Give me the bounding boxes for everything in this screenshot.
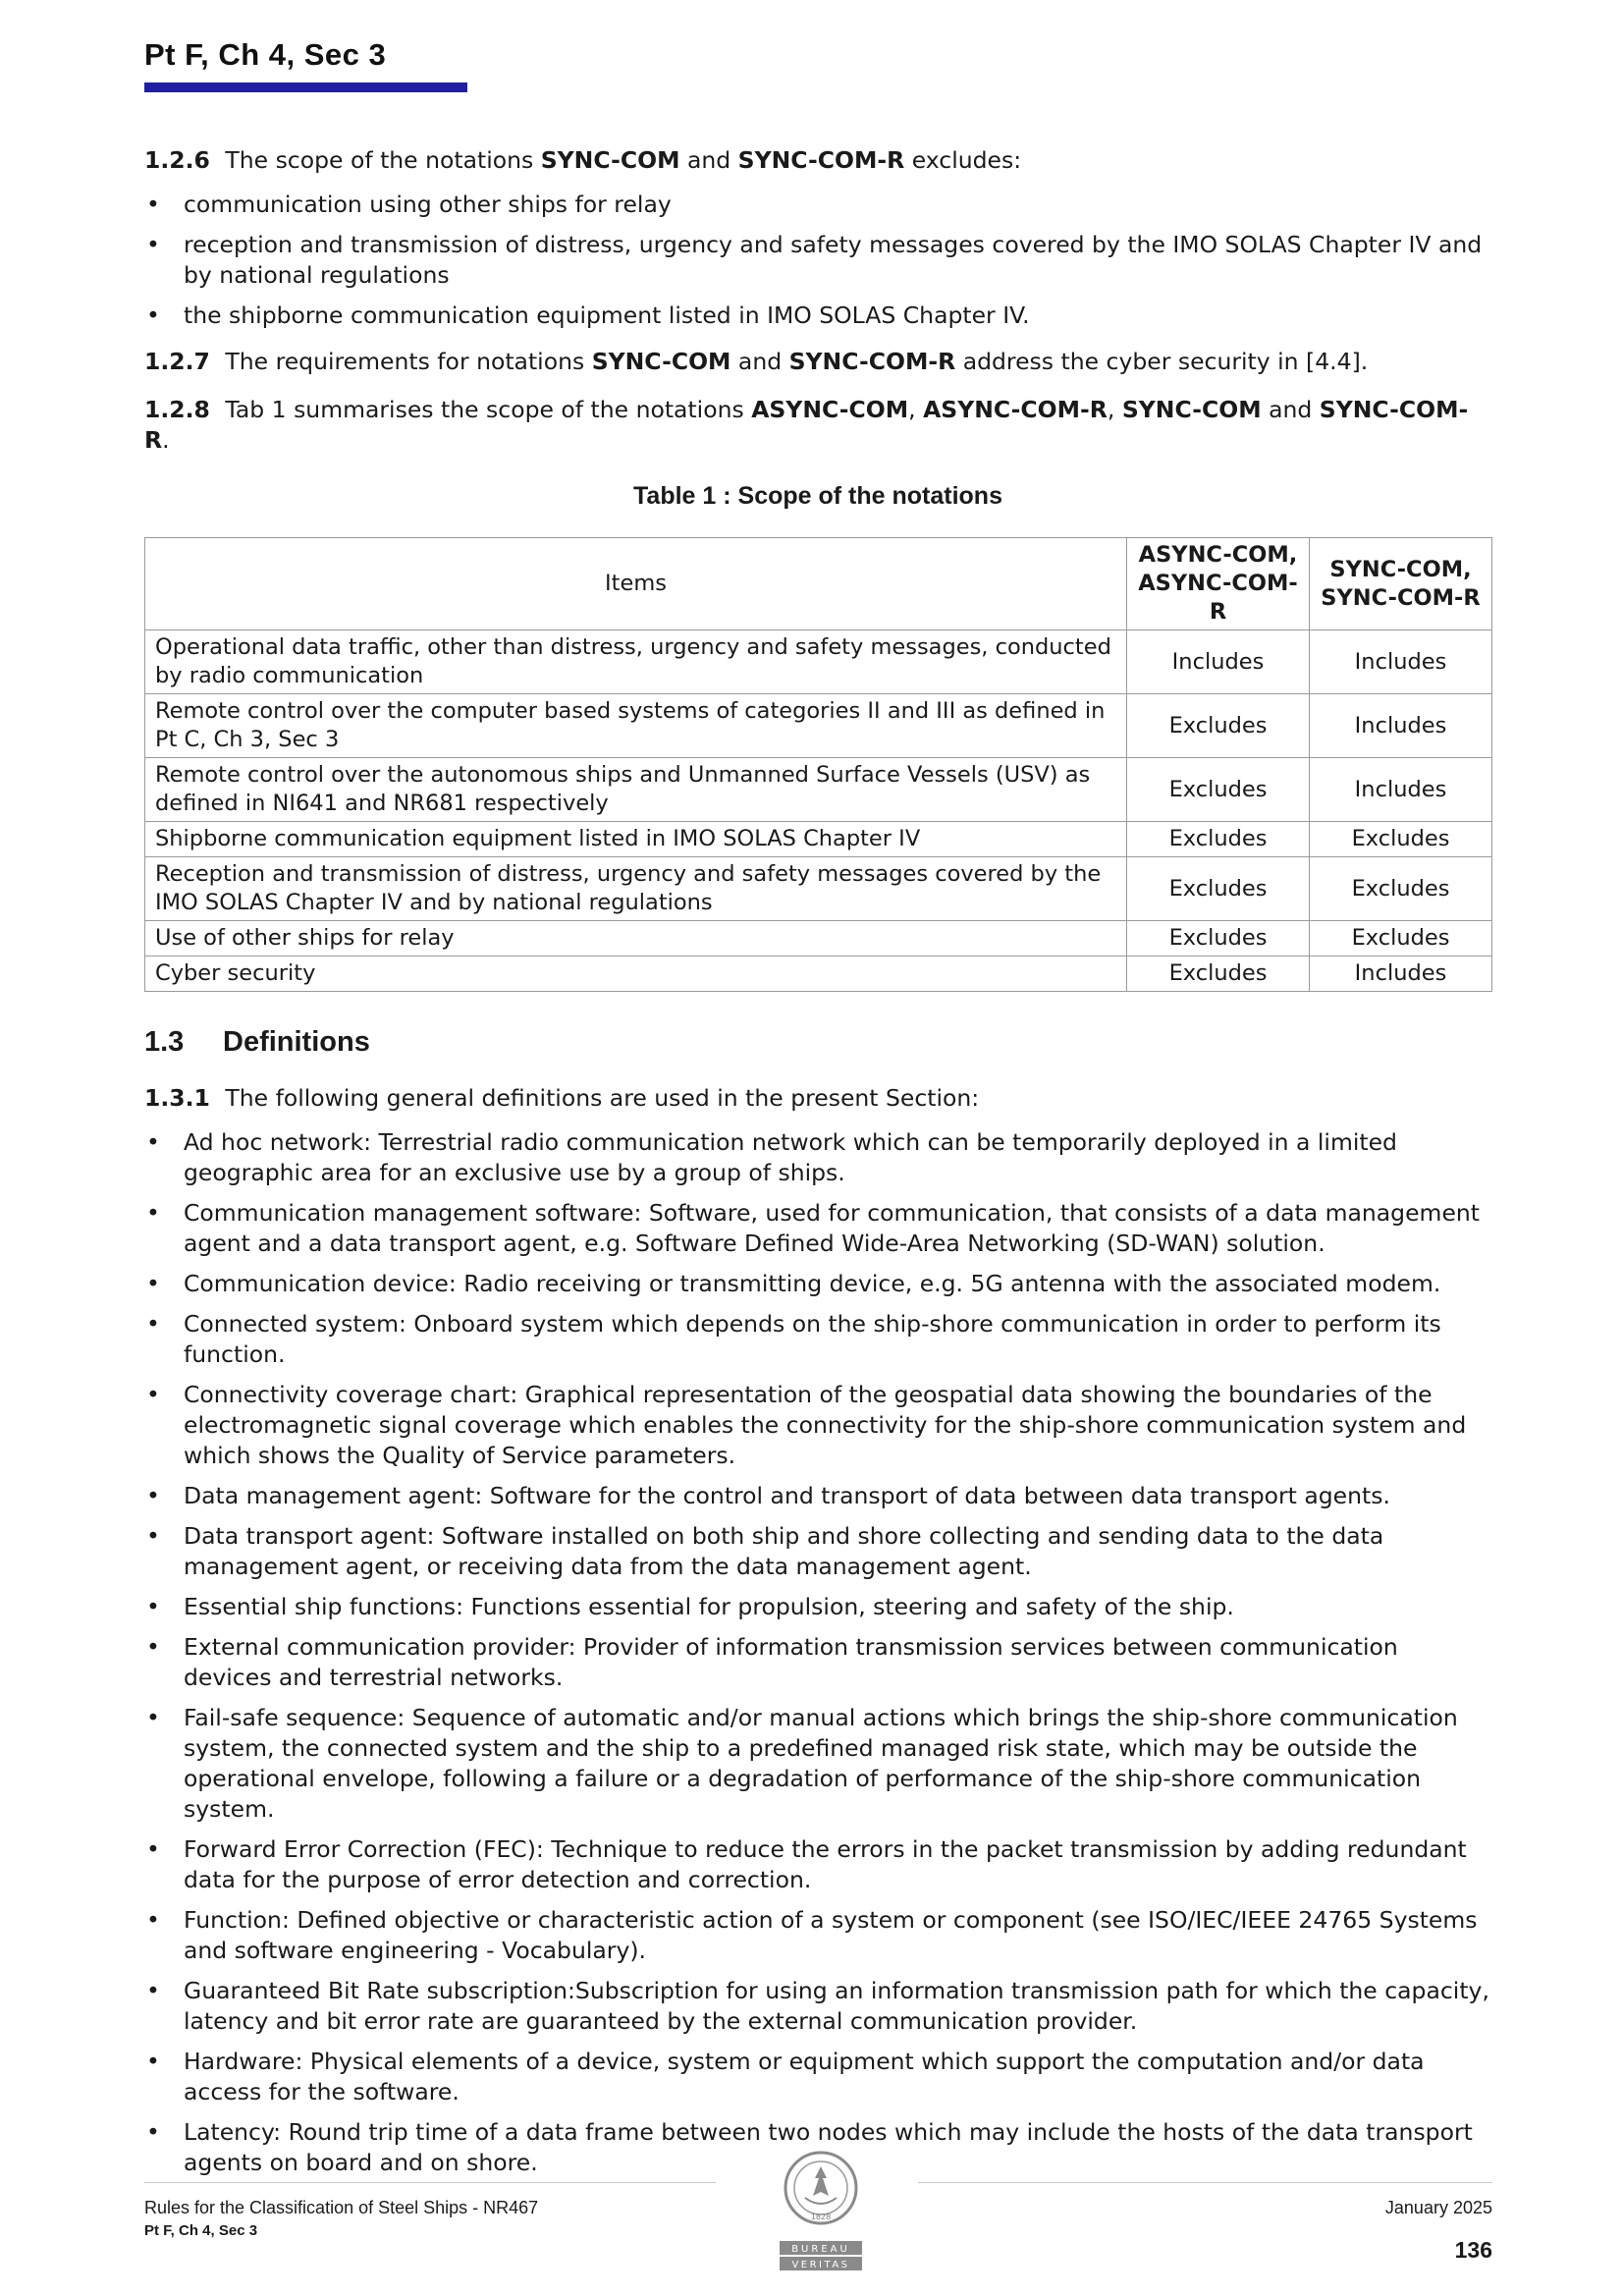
table-title: Table 1 : Scope of the notations (633, 482, 1002, 510)
footer-rule-right (918, 2182, 1492, 2183)
row-async-value: Excludes (1127, 957, 1310, 992)
paragraph-number: 1.2.7 (144, 348, 210, 375)
table-row (145, 822, 1492, 857)
paragraph-1-2-8: 1.2.8 Tab 1 summarises the scope of the notations ASYNC-COM, ASYNC-COM-R, SYNC-COM and SYNC-COM-R. (144, 396, 1469, 454)
list-item: • Communication device: Radio receiving or transmitting device, e.g. 5G antenna with the associated modem. (144, 1269, 1491, 1299)
row-sync-value: Excludes (1310, 822, 1492, 857)
row-sync-value: Includes (1310, 758, 1492, 822)
row-sync-value: Excludes (1310, 857, 1492, 921)
page-header-title: Pt F, Ch 4, Sec 3 (144, 37, 387, 72)
row-item: Use of other ships for relay (145, 921, 1127, 957)
row-sync-value: Includes (1310, 957, 1492, 992)
row-sync-value: Includes (1310, 630, 1492, 694)
row-async-value: Excludes (1127, 857, 1310, 921)
footer-document-title: Rules for the Classification of Steel Ships - NR467 (144, 2198, 539, 2217)
paragraph-number: 1.2.6 (144, 146, 210, 174)
table-row (145, 921, 1492, 957)
logo-word-bureau: BUREAU (791, 2244, 850, 2255)
list-item: • Data management agent: Software for the control and transport of data between data transport agents. (144, 1481, 1491, 1511)
paragraph-1-2-7: 1.2.7 The requirements for notations SYNC-COM and SYNC-COM-R address the cyber security in [4.4]. (144, 348, 1369, 375)
list-item: • Communication management software: Software, used for communication, that consists of a data management agent and a data transport agent, e.g. Software Defined Wide-Area Networking (SD-WAN) solution. (144, 1198, 1491, 1259)
logo-word-veritas: VERITAS (791, 2260, 850, 2270)
row-sync-value: Excludes (1310, 921, 1492, 957)
row-sync-value: Includes (1310, 694, 1492, 758)
section-heading-definitions (144, 1027, 1491, 1058)
list-item: • Latency: Round trip time of a data frame between two nodes which may include the hosts of the data transport agents on board and on shore. (144, 2117, 1491, 2178)
page-content (144, 145, 1491, 2194)
list-item: • External communication provider: Provider of information transmission services between communication devices and terrestrial networks. (144, 1632, 1491, 1693)
list-item: • Function: Defined objective or characteristic action of a system or component (see ISO/IEC/IEEE 24765 Systems and software engineering - Vocabulary). (144, 1905, 1491, 1966)
section-title: Definitions (223, 1026, 370, 1058)
list-item: • the shipborne communication equipment listed in IMO SOLAS Chapter IV. (144, 301, 1491, 331)
page-number: 136 (1454, 2237, 1492, 2263)
row-async-value: Excludes (1127, 921, 1310, 957)
header-accent-bar (144, 82, 467, 92)
table-header-row (145, 538, 1492, 630)
row-async-value: Includes (1127, 630, 1310, 694)
row-async-value: Excludes (1127, 758, 1310, 822)
paragraph-number: 1.3.1 (144, 1084, 210, 1112)
footer-date: January 2025 (1384, 2198, 1492, 2217)
table-row (145, 758, 1492, 822)
paragraph-number: 1.2.8 (144, 396, 210, 423)
table-row (145, 857, 1492, 921)
list-item: • Guaranteed Bit Rate subscription:Subscription for using an information transmission path for which the capacity, latency and bit error rate are guaranteed by the external communication provider. (144, 1976, 1491, 2037)
list-item: • Ad hoc network: Terrestrial radio communication network which can be temporarily deployed in a limited geographic area for an exclusive use by a group of ships. (144, 1127, 1491, 1188)
table-row (145, 957, 1492, 992)
list-item: • Essential ship functions: Functions essential for propulsion, steering and safety of the ship. (144, 1592, 1491, 1622)
row-item: Remote control over the computer based systems of categories II and III as defined in Pt C, Ch 3, Sec 3 (145, 694, 1127, 758)
row-async-value: Excludes (1127, 694, 1310, 758)
exclusion-list (144, 190, 1491, 331)
column-header-items: Items (145, 538, 1127, 630)
row-item: Reception and transmission of distress, urgency and safety messages covered by the IMO SOLAS Chapter IV and by national regulations (145, 857, 1127, 921)
logo-year: 1828 (810, 2213, 832, 2221)
footer-rule-left (144, 2182, 716, 2183)
footer-section-ref: Pt F, Ch 4, Sec 3 (144, 2222, 258, 2239)
bureau-veritas-logo (776, 2149, 866, 2274)
row-item: Operational data traffic, other than distress, urgency and safety messages, conducted by radio communication (145, 630, 1127, 694)
list-item: • communication using other ships for relay (144, 190, 1491, 220)
list-item: • Connected system: Onboard system which depends on the ship-shore communication in order to perform its function. (144, 1309, 1491, 1370)
table-row (145, 630, 1492, 694)
list-item: • Forward Error Correction (FEC): Technique to reduce the errors in the packet transmission by adding redundant data for the purpose of error detection and correction. (144, 1834, 1491, 1895)
section-number: 1.3 (144, 1026, 185, 1058)
row-item: Remote control over the autonomous ships and Unmanned Surface Vessels (USV) as defined in NI641 and NR681 respectively (145, 758, 1127, 822)
list-item: • Data transport agent: Software installed on both ship and shore collecting and sending data to the data management agent, or receiving data from the data management agent. (144, 1521, 1491, 1582)
scope-table (144, 537, 1492, 992)
paragraph-1-2-6: 1.2.6 The scope of the notations SYNC-COM and SYNC-COM-R excludes: (144, 146, 1022, 174)
row-async-value: Excludes (1127, 822, 1310, 857)
paragraph-1-3-1: 1.3.1 The following general definitions are used in the present Section: (144, 1084, 980, 1112)
row-item: Shipborne communication equipment listed in IMO SOLAS Chapter IV (145, 822, 1127, 857)
row-item: Cyber security (145, 957, 1127, 992)
list-item: • Connectivity coverage chart: Graphical representation of the geospatial data showing the boundaries of the electromagnetic signal coverage which enables the connectivity for the ship-shore communication system and which shows the Quality of Service parameters. (144, 1380, 1491, 1471)
table-row (145, 694, 1492, 758)
column-header-sync: SYNC-COM, SYNC-COM-R (1310, 538, 1492, 630)
list-item: • Fail-safe sequence: Sequence of automatic and/or manual actions which brings the ship-shore communication system, the connected system and the ship to a predefined managed risk state, which may be outside the operational envelope, following a failure or a degradation of performance of the ship-shore communication system. (144, 1703, 1491, 1825)
definitions-list (144, 1127, 1491, 2178)
column-header-async: ASYNC-COM, ASYNC-COM-R (1127, 538, 1310, 630)
list-item: • reception and transmission of distress, urgency and safety messages covered by the IMO SOLAS Chapter IV and by national regulations (144, 230, 1491, 291)
list-item: • Hardware: Physical elements of a device, system or equipment which support the computation and/or data access for the software. (144, 2047, 1491, 2107)
